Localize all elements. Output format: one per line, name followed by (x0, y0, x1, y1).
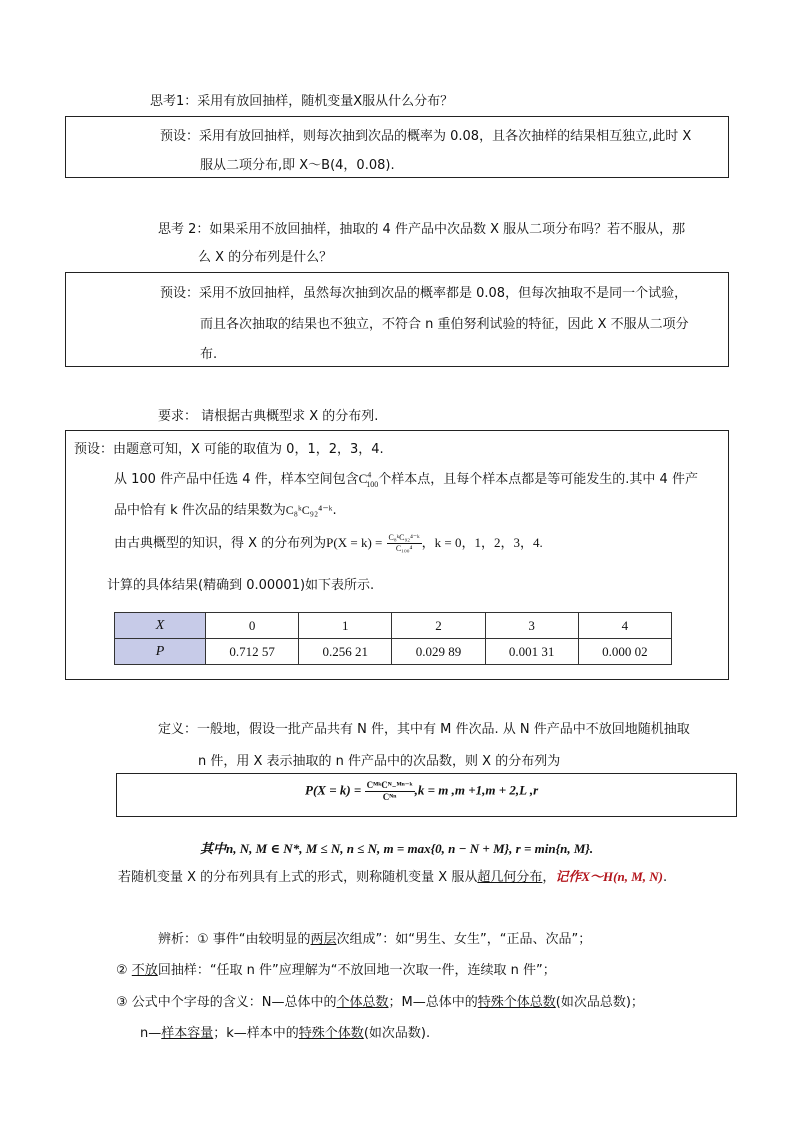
formula-fraction: $\frac{\text{CᴹᵏCᴺ₋ᴹⁿ⁻ᵏ}}{\text{Cᴺⁿ}}$ (366, 780, 413, 802)
conclusion-text: 若随机变量 X 的分布列具有上式的形式，则称随机变量 X 服从 (118, 870, 478, 885)
think1-answer-line1: 预设：采用有放回抽样，则每次抽到次品的概率为 0.08，且各次抽样的结果相互独立,此时 X (160, 129, 692, 144)
definition-conclusion: 若随机变量 X 的分布列具有上式的形式，则称随机变量 X 服从超几何分布，记作X～H(n, M, N). (118, 869, 668, 885)
requirement-text: 要求： 请根据古典概型求 X 的分布列. (158, 409, 379, 424)
think2-answer-line2: 而且各次抽取的结果也不独立，不符合 n 重伯努利试验的特征，因此 X 不服从二项分 (200, 317, 689, 332)
think1-answer-line2: 服从二项分布,即 X～B(4，0.08). (200, 158, 395, 173)
think2-answer-line1: 预设：采用不放回抽样，虽然每次抽到次品的概率都是 0.08，但每次抽取不是同一个试验， (160, 286, 688, 301)
table-cell-p: 0.712 57 (206, 639, 299, 665)
distribution-fraction: $\frac{\text{C₈ᵏC₉₂⁴⁻ᵏ}}{\text{C₁₀₀⁴}}$ (388, 533, 420, 553)
analysis-two-layers: 两层 (310, 932, 337, 947)
solution-line5: 计算的具体结果(精确到 0.00001)如下表所示. (107, 578, 375, 593)
analysis-line2: ② 不放回抽样：“任取 n 件”应理解为“不放回地一次取一件，连续取 n 件”； (116, 963, 556, 978)
table-cell-p: 0.001 31 (485, 639, 578, 665)
solution-line3: 品中恰有 k 件次品的结果数为C₈ᵏC₉₂⁴⁻ᵏ. (114, 503, 337, 518)
solution-line4 (114, 532, 543, 553)
analysis-no-replace: 不放 (131, 963, 158, 978)
analysis-special-total: 特殊个体总数 (477, 995, 556, 1010)
table-header-p: P (115, 639, 206, 665)
table-cell-x: 0 (206, 613, 299, 639)
definition-where-line: 其中n, N, M ∈ N*, M ≤ N, n ≤ N, m = max{0, n − N + M}, r = min{n, M}. (200, 841, 594, 856)
table-cell-p: 0.000 02 (578, 639, 671, 665)
analysis-sample-size: 样本容量 (161, 1026, 214, 1041)
analysis-population-total: 个体总数 (336, 995, 389, 1010)
analysis-line4: n—样本容量；k—样本中的特殊个体数(如次品数). (140, 1026, 431, 1041)
solution-line4a: 由古典概型的知识，得 X 的分布列为 (114, 536, 327, 551)
think2-answer-line3: 布. (200, 347, 218, 362)
defect-count-formula: C₈ᵏC₉₂⁴⁻ᵏ (285, 503, 333, 517)
formula-rhs: ,k = m ,m +1,m + 2,L ,r (414, 782, 539, 798)
analysis-line1: 辨析：① 事件“由较明显的两层次组成”：如“男生、女生”，“正品、次品”； (158, 932, 592, 947)
formula-lhs: P(X = k) = (305, 782, 362, 798)
solution-line1: 预设：由题意可知，X 可能的取值为 0，1，2，3，4. (74, 442, 384, 457)
hypergeometric-formula-box (116, 773, 737, 817)
table-cell-p: 0.029 89 (392, 639, 485, 665)
solution-line2 (114, 468, 698, 489)
table-cell-x: 3 (485, 613, 578, 639)
definition-line2: n 件，用 X 表示抽取的 n 件产品中的次品数，则 X 的分布列为 (198, 754, 561, 769)
solution-line2b: 个样本点，且每个样本点都是等可能发生的.其中 4 件产 (378, 472, 698, 487)
distribution-table (114, 612, 672, 665)
think2-question-line2: 么 X 的分布列是什么？ (198, 250, 333, 265)
think2-answer-box (65, 272, 729, 367)
table-row-x (115, 613, 672, 639)
pxk-label: P(X = k) = (326, 535, 383, 550)
table-header-x: X (115, 613, 206, 639)
hypergeometric-term: 超几何分布 (477, 870, 543, 885)
definition-line1: 定义：一般地，假设一批产品共有 N 件，其中有 M 件次品. 从 N 件产品中不放回地随机抽取 (158, 722, 690, 737)
table-cell-p: 0.256 21 (299, 639, 392, 665)
hypergeometric-formula (305, 781, 538, 802)
analysis-special-count: 特殊个体数 (298, 1026, 364, 1041)
sample-space-combination: $C^4_{100}$ (358, 470, 379, 489)
notation-red: 记作X～H(n, M, N) (555, 869, 663, 884)
think2-question-line1: 思考 2：如果采用不放回抽样，抽取的 4 件产品中次品数 X 服从二项分布吗？若不服从，那 (158, 222, 686, 237)
solution-line2a: 从 100 件产品中任选 4 件，样本空间包含 (114, 472, 359, 487)
solution-line4b: ，k = 0，1，2，3，4. (421, 535, 543, 550)
table-cell-x: 2 (392, 613, 485, 639)
think1-answer-box (65, 116, 729, 178)
analysis-line3: ③ 公式中个字母的含义：N—总体中的个体总数；M—总体中的特殊个体总数(如次品总数)； (116, 995, 644, 1010)
table-cell-x: 1 (299, 613, 392, 639)
table-cell-x: 4 (578, 613, 671, 639)
solution-line3a: 品中恰有 k 件次品的结果数为 (114, 503, 286, 518)
think1-question: 思考1：采用有放回抽样，随机变量X服从什么分布？ (150, 94, 454, 109)
table-row-p (115, 639, 672, 665)
